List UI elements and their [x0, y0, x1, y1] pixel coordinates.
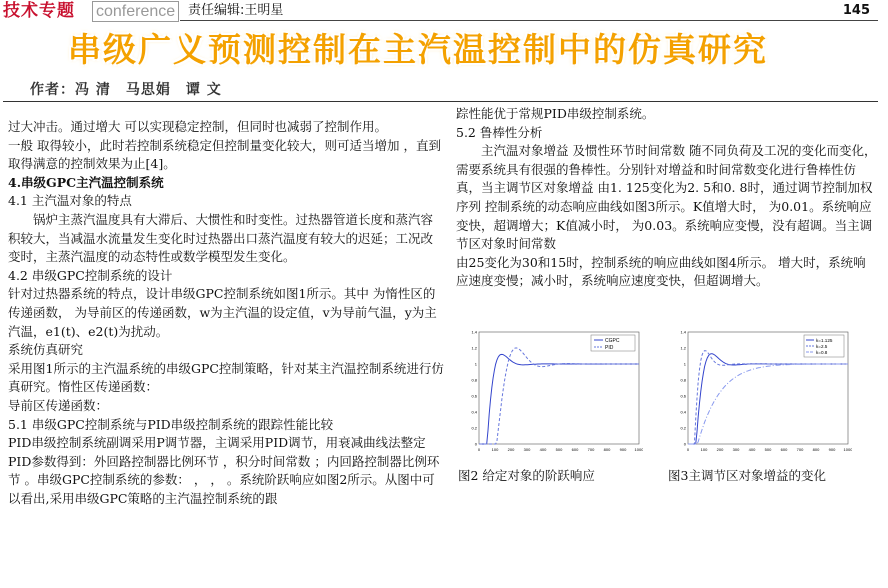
x-tick-label: 1000	[634, 447, 643, 452]
article-title: 串级广义预测控制在主汽温控制中的仿真研究	[68, 30, 768, 69]
section-heading: 4.串级GPC主汽温控制系统	[8, 174, 164, 190]
x-tick-label: 0	[686, 447, 690, 452]
subsection-heading: 5.2 鲁棒性分析	[456, 124, 543, 140]
y-tick-label: 1.2	[680, 345, 686, 351]
y-tick-label: 0.8	[680, 377, 686, 383]
article-authors: 作者：冯 清 马思娟 谭 文	[30, 82, 222, 98]
paragraph: 导前区传递函数：	[8, 397, 109, 413]
legend-label: PID	[605, 345, 614, 351]
y-tick-label: 1	[474, 361, 477, 367]
subsection-heading: 系统仿真研究	[8, 342, 84, 358]
legend-label: CGPC	[605, 338, 620, 344]
y-tick-label: 0.8	[471, 377, 477, 383]
y-tick-label: 0.2	[680, 425, 686, 431]
x-tick-label: 200	[507, 447, 515, 452]
x-tick-label: 900	[828, 447, 836, 452]
x-tick-label: 1000	[843, 447, 852, 452]
x-tick-label: 400	[748, 447, 756, 452]
y-tick-label: 0.6	[680, 393, 686, 399]
y-tick-label: 1.4	[680, 329, 686, 335]
y-tick-label: 0	[683, 441, 686, 447]
x-tick-label: 200	[716, 447, 724, 452]
y-tick-label: 0.6	[471, 393, 477, 399]
conference-label: conference	[92, 1, 179, 22]
paragraph: 过大冲击。通过增大 可以实现稳定控制，但同时也减弱了控制作用。	[8, 119, 387, 134]
paragraph: 针对过热器系统的特点，设计串级GPC控制系统如图1所示。其中 为惰性区的传递函数， 为导前区的传递函数，w为主汽温的设定值，v为导前气温，y为主汽温，e1(t)、e2(t)为扰动。	[8, 286, 437, 339]
subsection-heading: 4.2 串级GPC控制系统的设计	[8, 267, 173, 283]
subsection-heading: 4.1 主汽温对象的特点	[8, 193, 132, 209]
page-header	[0, 0, 888, 22]
paragraph: 由25变化为30和15时，控制系统的响应曲线如图4所示。 增大时，系统响应速度变慢；减小时，系统响应速度变快，但超调增大。	[456, 254, 866, 289]
x-tick-label: 100	[491, 447, 499, 452]
paragraph: 一般 取得较小，此时若控制系统稳定但控制量变化较大，则可适当增加 ，直到取得满意的控制效果为止[4]。	[8, 137, 441, 172]
x-tick-label: 500	[555, 447, 563, 452]
page-number: 145	[842, 3, 870, 18]
x-tick-label: 300	[523, 447, 531, 452]
y-tick-label: 1.4	[471, 329, 477, 335]
x-tick-label: 600	[571, 447, 579, 452]
legend-label: k=0.8	[816, 350, 828, 355]
x-tick-label: 400	[539, 447, 547, 452]
y-tick-label: 1	[683, 361, 686, 367]
figure-2-step-response-plot	[463, 326, 643, 458]
section-tag: 技术专题	[3, 1, 75, 21]
figure-3-caption: 图3主调节区对象增益的变化	[668, 468, 826, 483]
subsection-heading: 5.1 串级GPC控制系统与PID串级控制系统的跟踪性能比较	[8, 416, 334, 432]
paragraph: 主汽温对象增益 及惯性环节时间常数 随不同负荷及工况的变化而变化，需要系统具有很强的鲁棒性。分别针对增益和时间常数变化进行鲁棒性仿真，当主调节区对象增益 由1. 125变化为2. 5和0. 8时，通过调节控制加权序列 控制系统的动态响应曲线如图3所示。K值增大时， 为0.01。系统响应变快，超调增大；K值减小时， 为0.03。系统响应变慢，没有超调。当主调节区对象时间常数	[456, 143, 877, 252]
figure-3-gain-variation-plot	[672, 326, 852, 458]
y-tick-label: 0	[474, 441, 477, 447]
x-tick-label: 100	[700, 447, 708, 452]
right-column	[456, 105, 878, 291]
y-tick-label: 1.2	[471, 345, 477, 351]
left-column	[8, 118, 445, 508]
legend-label: k=1.125	[816, 338, 833, 343]
x-tick-label: 600	[780, 447, 788, 452]
title-divider	[3, 101, 878, 102]
legend-label: k=2.5	[816, 344, 828, 349]
x-tick-label: 300	[732, 447, 740, 452]
paragraph: PID串级控制系统副调采用P调节器，主调采用PID调节，用衰减曲线法整定PID参数得到：外回路控制器比例环节 ，积分时间常数 ；内回路控制器比例环节 。串级GPC控制系统的参数： ， ， 。系统阶跃响应如图2所示。从图中可以看出,采用串级GPC策略的主汽温控制系统的跟	[8, 435, 440, 506]
x-tick-label: 800	[603, 447, 611, 452]
y-tick-label: 0.4	[471, 409, 477, 415]
header-rule	[180, 20, 878, 21]
y-tick-label: 0.2	[471, 425, 477, 431]
editor-credit: 责任编辑:王明星	[188, 3, 284, 18]
x-tick-label: 900	[619, 447, 627, 452]
paragraph: 锅炉主蒸汽温度具有大滞后、大惯性和时变性。过热器管道长度和蒸汽容积较大，当减温水流量发生变化时过热器出口蒸汽温度有较大的迟延；工况改变时，主蒸汽温度的动态特性或数学模型发生变化。	[8, 211, 434, 265]
x-tick-label: 700	[587, 447, 595, 452]
x-tick-label: 500	[764, 447, 772, 452]
x-tick-label: 800	[812, 447, 820, 452]
figure-2-caption: 图2 给定对象的阶跃响应	[458, 468, 595, 483]
paragraph: 采用图1所示的主汽温系统的串级GPC控制策略，针对某主汽温控制系统进行仿真研究。惰性区传递函数：	[8, 360, 444, 395]
y-tick-label: 0.4	[680, 409, 686, 415]
paragraph: 踪性能优于常规PID串级控制系统。	[456, 106, 655, 121]
x-tick-label: 700	[796, 447, 804, 452]
x-tick-label: 0	[477, 447, 481, 452]
